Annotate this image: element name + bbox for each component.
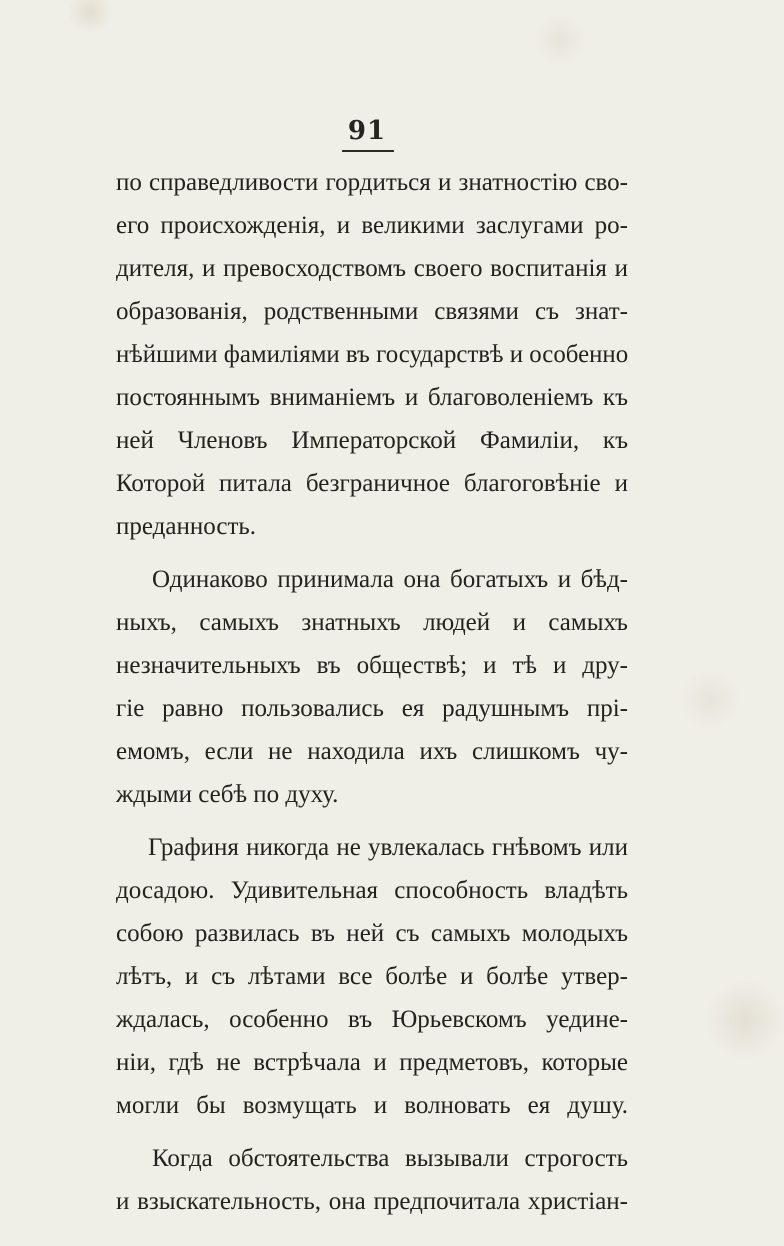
text-line: дителя, и превосходствомъ своего воспитанія и (116, 255, 628, 282)
text-line: собою развилась въ ней съ самыхъ молодыхъ (116, 920, 628, 947)
text-line: и взыскательность, она предпочитала христіан- (116, 1188, 628, 1215)
text-line: ждалась, особенно въ Юрьевскомъ уедине- (116, 1006, 628, 1033)
text-line: по справедливости гордиться и знатностію сво- (116, 169, 628, 196)
text-line: Когда обстоятельства вызывали строгость (152, 1145, 628, 1172)
text-line: Графиня никогда не увлекалась гнѣвомъ или (148, 834, 628, 861)
text-line: ніи, гдѣ не встрѣчала и предметовъ, которые (116, 1049, 628, 1076)
text-line: лѣтъ, и съ лѣтами все болѣе и болѣе утвер- (116, 963, 628, 990)
text-line: емомъ, если не находила ихъ слишкомъ чу- (116, 738, 628, 765)
page-number-underline (342, 150, 394, 152)
text-line: постояннымъ вниманіемъ и благоволеніемъ къ (116, 384, 628, 411)
text-line: нѣйшими фамиліями въ государствѣ и особенно (116, 341, 629, 368)
text-line: досадою. Удивительная способность владѣть (116, 877, 628, 904)
page-number: 91 (347, 116, 387, 146)
text-line: могли бы возмущать и волновать ея душу. (116, 1092, 628, 1119)
text-line: Которой питала безграничное благоговѣніе и (116, 470, 628, 497)
text-line: его происхожденія, и великими заслугами ро- (116, 212, 628, 239)
text-line: ныхъ, самыхъ знатныхъ людей и самыхъ (116, 609, 628, 636)
text-line: Одинаково принимала она богатыхъ и бѣд- (152, 566, 628, 593)
text-line: преданность. (116, 513, 257, 540)
text-line: незначительныхъ въ обществѣ; и тѣ и дру- (116, 652, 628, 679)
text-line: ней Членовъ Императорской Фамиліи, къ (116, 427, 628, 454)
text-line: гіе равно пользовались ея радушнымъ прі- (116, 695, 628, 722)
text-line: образованія, родственными связями съ знат- (116, 298, 628, 325)
text-line: ждыми себѣ по духу. (116, 781, 339, 808)
